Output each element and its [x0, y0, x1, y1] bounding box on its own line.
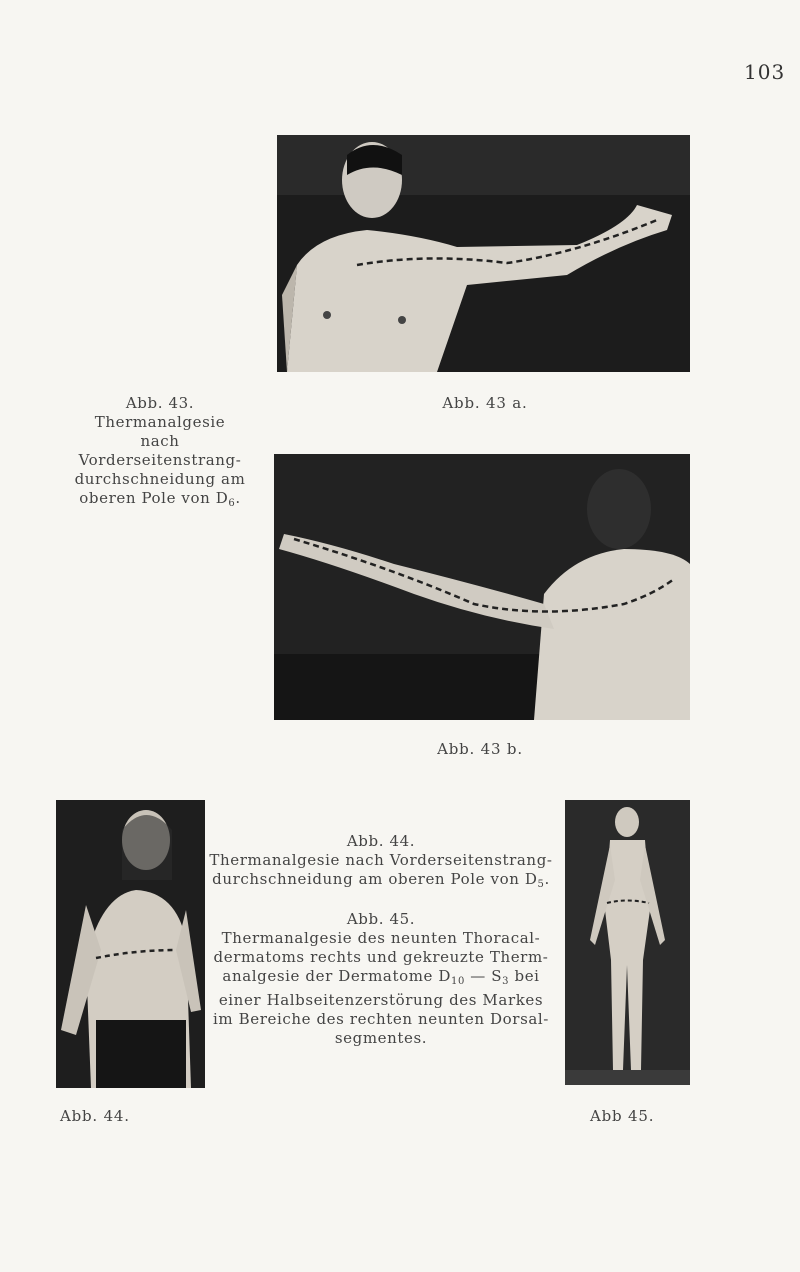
fig-45-line-6: segmentes. — [334, 1029, 428, 1047]
caption-fig-44-bottom: Abb. 44. — [60, 1107, 130, 1125]
page-number: 103 — [744, 60, 786, 84]
photo-fig-45 — [565, 800, 690, 1085]
fig-43-line-3: durchschneidung am — [74, 470, 246, 488]
fig-45-line-2: dermatoms rechts und gekreuzte Therm- — [213, 948, 549, 966]
fig-43-label: Abb. 43. — [125, 394, 195, 412]
fig-45-title: Abb. 45. — [346, 910, 416, 928]
fig-45-line-3: analgesie der Dermatome $D_{10}$ — $S_3$ bei — [222, 967, 540, 987]
fig-45-line-1: Thermanalgesie des neunten Thoracal- — [221, 929, 541, 947]
photo-fig-43b — [274, 454, 690, 720]
fig-44-title: Abb. 44. — [346, 832, 416, 850]
caption-fig-43b: Abb. 43 b. — [437, 740, 523, 758]
fig-45-line-5: im Bereiche des rechten neunten Dorsal- — [213, 1010, 549, 1028]
fig-43-line-2: nach Vorderseitenstrang- — [78, 432, 242, 469]
caption-fig-44-45 — [200, 832, 562, 1048]
caption-fig-45-bottom: Abb 45. — [590, 1107, 655, 1125]
photo-fig-44 — [56, 800, 205, 1088]
fig-44-line-1: Thermanalgesie nach Vorderseitenstrang- — [209, 851, 553, 869]
caption-fig-43a: Abb. 43 a. — [442, 394, 528, 412]
fig-43-line-4: oberen Pole von $D_6$. — [79, 489, 241, 509]
fig-45-line-4: einer Halbseitenzerstörung des Markes — [218, 991, 544, 1009]
caption-fig-43 — [60, 394, 260, 513]
fig-44-line-2: durchschneidung am oberen Pole von $D_5$. — [212, 870, 550, 890]
photo-fig-43a — [277, 135, 690, 372]
fig-43-line-1: Thermanalgesie — [94, 413, 226, 431]
